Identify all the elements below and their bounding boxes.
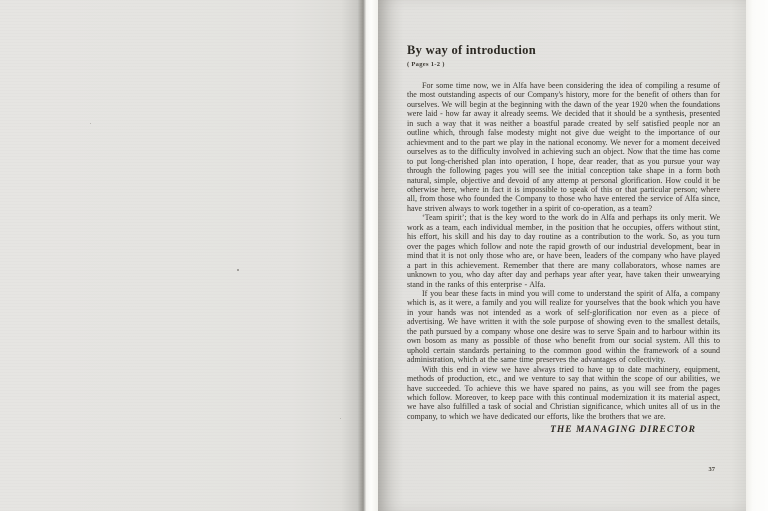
paragraph: With this end in view we have always tried to have up to date machinery, equipment, methods of production, etc., and we venture to say that within the scope of our abilities, we have succeeded. To achieve this we have spared no pains, as you will see from the pages which follow. Moreover, to keep pace with this continual modernization it its material aspect, we have also fulfilled a task of social and Christian significance, which unites all of us in the company, to which we have dedicated our efforts, like the brothers that we are. [407,364,720,421]
paper-speck [90,123,91,124]
paragraph: For some time now, we in Alfa have been considering the idea of compiling a resume of the most outstanding aspects of our Company's history, more for the benefit of others than for ourselves. We will begin at the beginning with the dawn of the year 1920 when the foundations were laid - how far away it already seems. We decided that it should be a synthesis, presented in such a way that it was neither a boastful parade created by self satisfied people nor an outline which, through false modesty might not give due weight to the importance of our achievment and to the part we play in the national economy. We never for a moment deceived ourselves as to the difficulty involved in achieving such an object. Now that the time has come to put long-cherished plan into operation, I hope, dear reader, that as you pursue your way through the following pages you will see the initial conception take shape in a form both natural, simple, objective and devoid of any attemp at personal glorification. How could it be otherwise here, where in fact it is impossible to speak of this or that particular person; where all, from those who founded the Company to those who have entered the service of Alfa since, have striven always to work together in a spirit of co-operation, as a team? [407,81,720,213]
pages-reference-note: ( Pages 1-2 ) [407,61,445,68]
page-content [407,43,720,435]
page-title: By way of introduction [407,43,536,57]
paragraph: If you bear these facts in mind you will come to understand the spirit of Alfa, a company which is, as it were, a family and you will realize for yourselves that the book which you have in your hands was not intended as a work of self-glorification nor even as a piece of advertising. We have written it with the sole purpose of showing even to the smallest details, the path pursued by a company whose one desire was to serve Spain and to harbour within its own bosom as many as possible of those who benefit from our social system. All this to uphold certain standards pertaining to the common good within the framework of a sound administration, which at the same time preserves the advantages of collectivity. [407,288,720,365]
page-gutter [363,0,378,511]
right-text-page [378,0,746,511]
paper-speck [237,269,239,271]
scan-margin [746,0,768,511]
introduction-text [407,81,720,421]
paragraph: ‘Team spirit’; that is the key word to the work do in Alfa and perhaps its only merit. We work as a team, each individual member, in the position that he occupies, offers without stint, his effort, his skill and his day to day routine as a contribution to the work. So, as you turn over the pages which follow and note the rapid growth of our industrial development, bear in mind that it is not only those who are, or have been, leaders of the company who have played a part in this achievement. Remember that there are many collaborators, whose names are unknown to you, who day after day and perhaps year after year, have taken their unwearying stand in the ranks of this enterprise - Alfa. [407,213,720,289]
signature-line: THE MANAGING DIRECTOR [550,425,696,436]
paper-speck [340,418,341,419]
left-blank-page [0,0,363,511]
page-number: 37 [708,466,715,473]
